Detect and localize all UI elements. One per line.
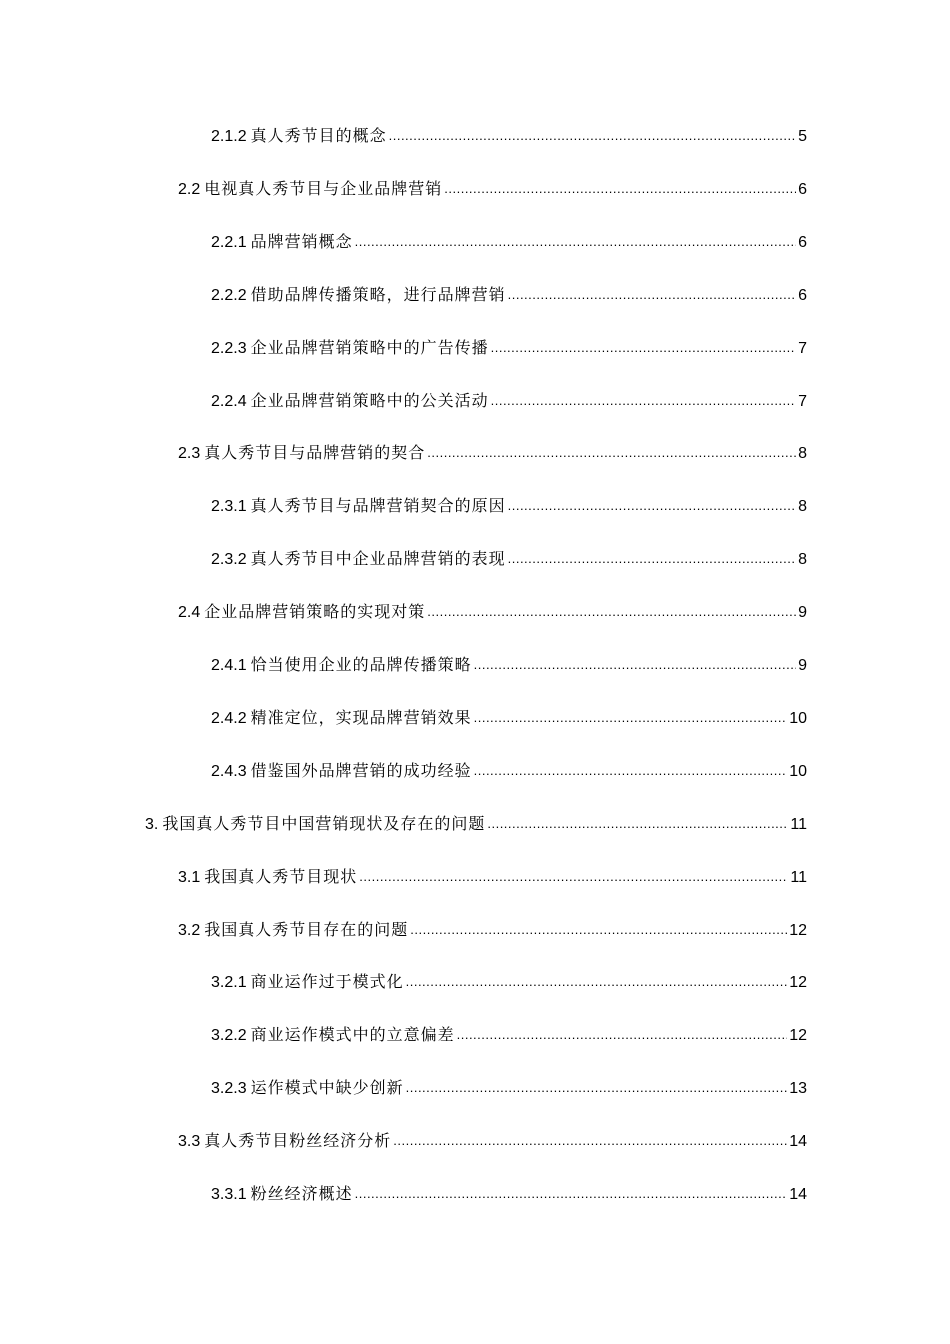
toc-entry[interactable]: [211, 1076, 807, 1100]
toc-entry-number: 3.1: [178, 869, 201, 886]
toc-entry-number: 3.2: [178, 922, 201, 939]
toc-entry[interactable]: [211, 124, 807, 148]
toc-entry-page-number: 8: [798, 551, 807, 568]
toc-dot-leader: [487, 812, 788, 836]
toc-entry-page-number: 6: [798, 234, 807, 251]
toc-entry-title: 真人秀节目粉丝经济分析: [204, 1131, 392, 1150]
toc-entry-number: 3.2.2: [211, 1027, 247, 1044]
toc-entry-number: 2.3.1: [211, 498, 247, 515]
toc-entry[interactable]: [145, 812, 807, 836]
toc-entry-number: 2.2.4: [211, 393, 247, 410]
toc-dot-leader: [406, 970, 788, 994]
toc-entry[interactable]: [211, 706, 807, 730]
toc-entry-title: 品牌营销概念: [250, 232, 353, 251]
toc-dot-leader: [427, 441, 796, 465]
toc-entry-page-number: 6: [798, 181, 807, 198]
toc-entry[interactable]: [178, 600, 807, 624]
toc-dot-leader: [359, 865, 788, 889]
toc-entry-page-number: 11: [790, 869, 807, 886]
toc-entry[interactable]: [178, 441, 807, 465]
toc-entry-page-number: 10: [789, 763, 807, 780]
toc-entry-page-number: 14: [789, 1186, 807, 1203]
toc-dot-leader: [410, 918, 787, 942]
toc-entry-number: 2.3.2: [211, 551, 247, 568]
toc-entry[interactable]: [211, 653, 807, 677]
toc-entry-number: 2.4.3: [211, 763, 247, 780]
toc-entry-title: 商业运作模式中的立意偏差: [250, 1025, 455, 1044]
toc-entry-title: 电视真人秀节目与企业品牌营销: [204, 179, 443, 198]
toc-entry[interactable]: [211, 336, 807, 360]
toc-entry-page-number: 12: [789, 1027, 807, 1044]
toc-entry-number: 3.: [145, 816, 159, 833]
toc-entry[interactable]: [211, 547, 807, 571]
toc-dot-leader: [427, 600, 796, 624]
toc-entry[interactable]: [211, 389, 807, 413]
toc-entry-number: 2.4: [178, 604, 201, 621]
toc-entry-title: 真人秀节目的概念: [250, 126, 387, 145]
toc-dot-leader: [355, 230, 796, 254]
toc-entry-page-number: 12: [789, 974, 807, 991]
toc-entry-page-number: 12: [789, 922, 807, 939]
toc-entry-page-number: 6: [798, 287, 807, 304]
toc-entry-title: 恰当使用企业的品牌传播策略: [250, 655, 472, 674]
toc-dot-leader: [444, 177, 796, 201]
toc-entry-title: 企业品牌营销策略中的公关活动: [250, 391, 489, 410]
toc-entry-title: 我国真人秀节目现状: [204, 867, 358, 886]
toc-entry-number: 2.2: [178, 181, 201, 198]
toc-entry[interactable]: [178, 1129, 807, 1153]
toc-dot-leader: [355, 1182, 788, 1206]
toc-entry-page-number: 7: [798, 340, 807, 357]
toc-entry[interactable]: [178, 918, 807, 942]
toc-entry-number: 3.3: [178, 1133, 201, 1150]
toc-entry-page-number: 14: [789, 1133, 807, 1150]
toc-dot-leader: [491, 336, 796, 360]
toc-entry-title: 我国真人秀节目中国营销现状及存在的问题: [162, 814, 486, 833]
toc-entry-number: 2.1.2: [211, 128, 247, 145]
toc-entry[interactable]: [211, 494, 807, 518]
toc-entry-number: 3.2.3: [211, 1080, 247, 1097]
toc-dot-leader: [389, 124, 796, 148]
toc-entry-title: 借助品牌传播策略，进行品牌营销: [250, 285, 506, 304]
toc-entry-number: 2.2.1: [211, 234, 247, 251]
toc-entry-page-number: 7: [798, 393, 807, 410]
toc-entry-page-number: 8: [798, 498, 807, 515]
toc-entry[interactable]: [178, 177, 807, 201]
toc-entry-number: 2.4.2: [211, 710, 247, 727]
toc-entry-page-number: 10: [789, 710, 807, 727]
toc-entry-title: 运作模式中缺少创新: [250, 1078, 404, 1097]
toc-entry-title: 真人秀节目与品牌营销的契合: [204, 443, 426, 462]
toc-entry-page-number: 13: [789, 1080, 807, 1097]
toc-entry-title: 借鉴国外品牌营销的成功经验: [250, 761, 472, 780]
toc-entry[interactable]: [211, 1182, 807, 1206]
toc-dot-leader: [457, 1023, 788, 1047]
toc-entry[interactable]: [211, 283, 807, 307]
toc-entry[interactable]: [211, 759, 807, 783]
toc-entry[interactable]: [211, 230, 807, 254]
toc-entry[interactable]: [211, 1023, 807, 1047]
toc-entry-page-number: 9: [798, 604, 807, 621]
toc-dot-leader: [474, 653, 796, 677]
toc-entry-title: 我国真人秀节目存在的问题: [204, 920, 409, 939]
toc-entry-page-number: 9: [798, 657, 807, 674]
toc-dot-leader: [508, 283, 796, 307]
toc-entry-page-number: 8: [798, 445, 807, 462]
toc-entry-number: 2.3: [178, 445, 201, 462]
toc-entry-page-number: 11: [790, 816, 807, 833]
toc-entry-number: 2.2.3: [211, 340, 247, 357]
toc-entry-title: 精准定位，实现品牌营销效果: [250, 708, 472, 727]
toc-dot-leader: [491, 389, 796, 413]
toc-entry-number: 2.4.1: [211, 657, 247, 674]
toc-entry[interactable]: [178, 865, 807, 889]
toc-dot-leader: [474, 759, 788, 783]
toc-entry-title: 企业品牌营销策略的实现对策: [204, 602, 426, 621]
toc-entry-number: 2.2.2: [211, 287, 247, 304]
toc-entry[interactable]: [211, 970, 807, 994]
toc-entry-title: 真人秀节目中企业品牌营销的表现: [250, 549, 506, 568]
toc-entry-title: 商业运作过于模式化: [250, 972, 404, 991]
toc-entry-title: 粉丝经济概述: [250, 1184, 353, 1203]
toc-entry-number: 3.3.1: [211, 1186, 247, 1203]
toc-dot-leader: [406, 1076, 788, 1100]
toc-entry-title: 真人秀节目与品牌营销契合的原因: [250, 496, 506, 515]
toc-entry-page-number: 5: [798, 128, 807, 145]
toc-dot-leader: [474, 706, 788, 730]
toc-dot-leader: [393, 1129, 787, 1153]
toc-dot-leader: [508, 494, 796, 518]
toc-dot-leader: [508, 547, 796, 571]
toc-entry-number: 3.2.1: [211, 974, 247, 991]
toc-entry-title: 企业品牌营销策略中的广告传播: [250, 338, 489, 357]
